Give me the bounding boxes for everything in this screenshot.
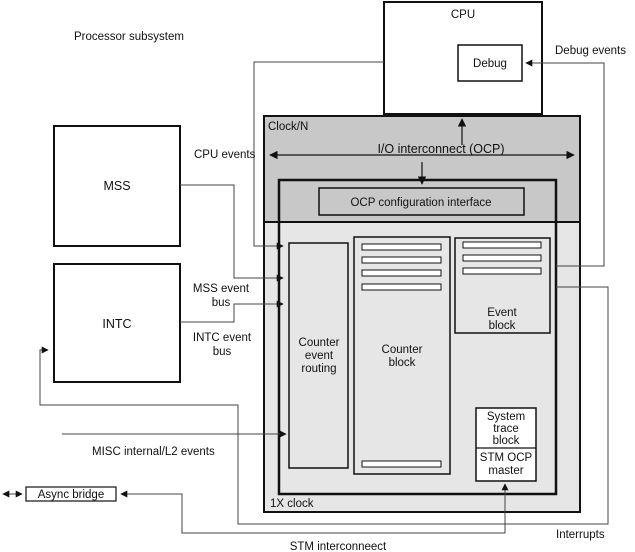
counter-event-routing-line-3: routing	[301, 363, 337, 375]
stm-ocp-master-line-1: STM OCP	[479, 452, 533, 464]
event-registers	[463, 242, 541, 274]
cpu-events-label: CPU events	[194, 149, 256, 161]
misc-events-label: MISC internal/L2 events	[92, 446, 215, 458]
counter-register	[362, 257, 441, 263]
mss-event-bus-line-1: MSS event	[192, 283, 250, 295]
io-interconnect-label: I/O interconnect (OCP)	[377, 142, 505, 156]
event-block-line-1: Event	[487, 307, 517, 319]
counter-register	[362, 270, 441, 276]
counter-register	[362, 461, 441, 467]
event-block-label	[487, 307, 517, 332]
system-trace-line-1: System	[486, 411, 526, 423]
async-bridge-label: Async bridge	[37, 489, 105, 501]
stm-interconnect-label: STM interconneect	[289, 541, 387, 552]
ocp-config-label: OCP configuration interface	[350, 197, 492, 209]
clock-n-label: Clock/N	[268, 121, 309, 133]
stm-ocp-master-line-2: master	[488, 465, 524, 477]
system-trace-line-3: block	[492, 435, 520, 447]
debug-label: Debug	[473, 58, 507, 70]
counter-register	[362, 244, 441, 250]
event-register	[463, 242, 541, 248]
one-x-clock-label: 1X clock	[270, 498, 314, 510]
event-block-line-2: block	[488, 320, 516, 332]
counter-register	[362, 284, 441, 290]
event-register	[463, 255, 541, 261]
intc-label: INTC	[102, 317, 132, 331]
counter-event-routing-line-2: event	[304, 350, 334, 362]
cpu-label: CPU	[450, 9, 476, 21]
mss-event-bus-label	[193, 283, 250, 309]
system-trace-line-2: trace	[493, 423, 519, 435]
interrupts-label: Interrupts	[556, 529, 605, 541]
counter-block-line-1: Counter	[381, 344, 423, 356]
mss-event-bus-line-2: bus	[211, 297, 231, 309]
counter-event-routing-line-1: Counter	[298, 337, 340, 349]
debug-events-label: Debug events	[555, 45, 626, 57]
counter-block-line-2: block	[388, 357, 416, 369]
intc-event-bus-line-1: INTC event	[192, 332, 252, 344]
intc-event-bus-label	[193, 332, 252, 358]
intc-event-bus-line-2: bus	[212, 346, 232, 358]
event-register	[463, 268, 541, 274]
processor-subsystem-label: Processor subsystem	[74, 31, 184, 43]
mss-label: MSS	[103, 179, 131, 193]
